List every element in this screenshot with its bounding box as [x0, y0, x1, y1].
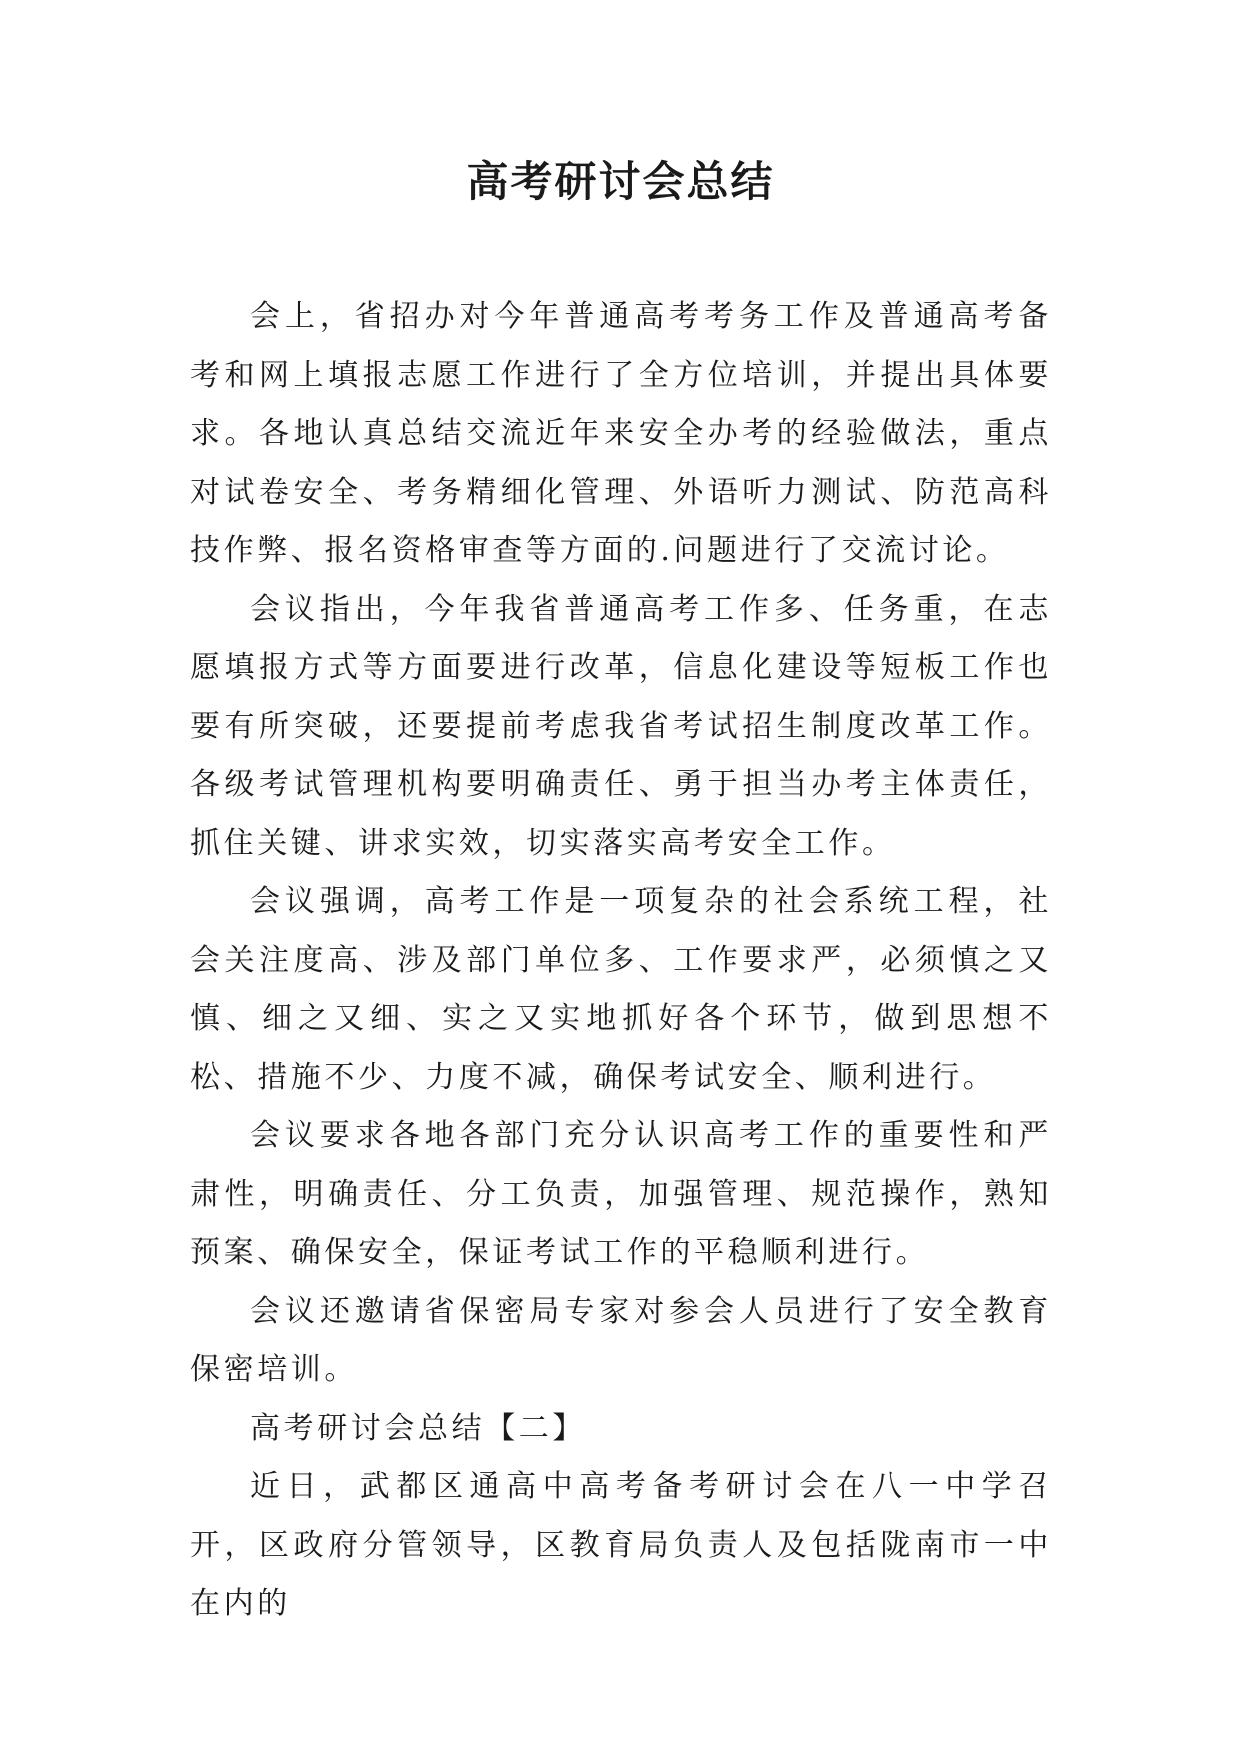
document-body — [190, 288, 1052, 1634]
paragraph: 近日，武都区通高中高考备考研讨会在八一中学召开，区政府分管领导，区教育局负责人及包括陇南市一中在内的 — [190, 1469, 1052, 1621]
paragraph: 会议强调，高考工作是一项复杂的社会系统工程，社会关注度高、涉及部门单位多、工作要求严，必须慎之又慎、细之又细、实之又实地抓好各个环节，做到思想不松、措施不少、力度不减，确保考试安全、顺利进行。 — [190, 884, 1052, 1095]
paragraph: 会议指出，今年我省普通高考工作多、任务重，在志愿填报方式等方面要进行改革，信息化建设等短板工作也要有所突破，还要提前考虑我省考试招生制度改革工作。各级考试管理机构要明确责任、勇于担当办考主体责任，抓住关键、讲求实效，切实落实高考安全工作。 — [190, 591, 1052, 861]
paragraph: 会议还邀请省保密局专家对参会人员进行了安全教育保密培训。 — [190, 1293, 1052, 1387]
document-title: 高考研讨会总结 — [466, 157, 775, 206]
paragraph: 会议要求各地各部门充分认识高考工作的重要性和严肃性，明确责任、分工负责，加强管理、规范操作，熟知预案、确保安全，保证考试工作的平稳顺利进行。 — [190, 1118, 1052, 1270]
section-heading: 高考研讨会总结【二】 — [250, 1410, 586, 1446]
paragraph: 会上，省招办对今年普通高考考务工作及普通高考备考和网上填报志愿工作进行了全方位培训，并提出具体要求。各地认真总结交流近年来安全办考的经验做法，重点对试卷安全、考务精细化管理、外语听力测试、防范高科技作弊、报名资格审查等方面的.问题进行了交流讨论。 — [190, 299, 1052, 568]
